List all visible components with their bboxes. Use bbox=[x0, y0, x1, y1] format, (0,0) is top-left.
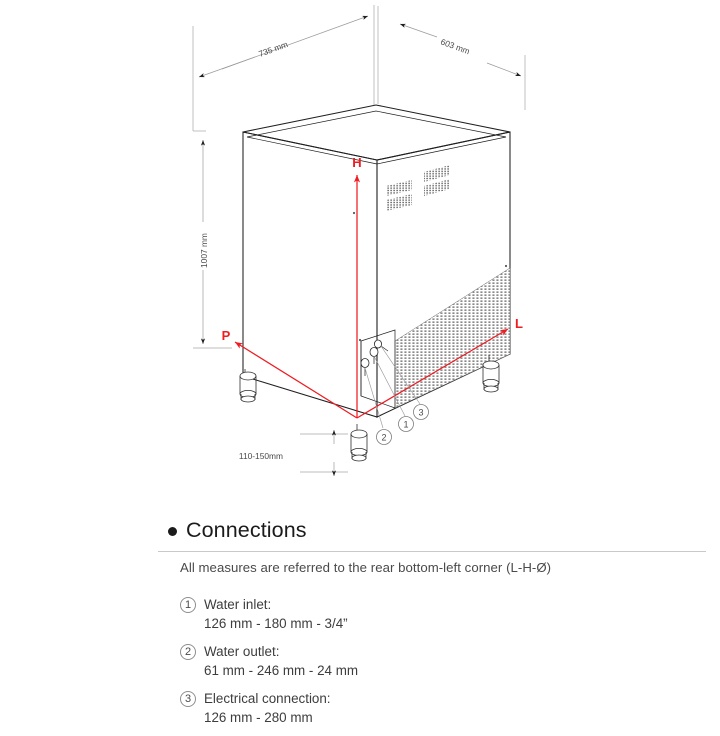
list-item bbox=[180, 689, 680, 727]
axis-label-p: P bbox=[221, 328, 231, 343]
dimension-depth-label: 603 mm bbox=[439, 36, 472, 57]
dimension-width-label: 735 mm bbox=[257, 39, 290, 59]
connections-section bbox=[0, 500, 720, 726]
dimension-width-735mm bbox=[193, 5, 374, 131]
bullet-icon bbox=[168, 527, 177, 536]
list-item-text-3 bbox=[204, 689, 331, 727]
foot-center bbox=[351, 424, 367, 461]
callout-marker-2: 2 bbox=[381, 432, 387, 443]
header-divider bbox=[158, 551, 706, 552]
list-item-text-2 bbox=[204, 642, 358, 680]
ice-machine-body bbox=[243, 105, 510, 417]
connection-label-2: Water outlet: bbox=[204, 644, 280, 660]
axis-label-h: H bbox=[352, 155, 362, 170]
connection-values-2: 61 mm - 246 mm - 24 mm bbox=[204, 663, 359, 679]
water-outlet-port bbox=[361, 359, 369, 377]
page-title: Connections bbox=[186, 518, 307, 542]
connection-label-1: Water inlet: bbox=[204, 597, 272, 612]
list-item-text-1 bbox=[204, 595, 348, 633]
dimension-depth-603mm bbox=[378, 6, 525, 110]
connections-panel bbox=[361, 330, 395, 408]
callout-marker-3: 3 bbox=[418, 407, 424, 418]
connections-list bbox=[180, 595, 680, 736]
connections-header bbox=[168, 520, 307, 542]
reference-axes bbox=[222, 155, 523, 418]
cabinet-top-face bbox=[243, 105, 510, 160]
foot-left bbox=[240, 369, 256, 402]
list-item bbox=[180, 595, 680, 633]
dimension-height-1007mm bbox=[193, 131, 232, 348]
dimension-foot-label: 110-150mm bbox=[238, 451, 283, 461]
axis-label-l: L bbox=[515, 316, 523, 331]
list-item-marker-2: 2 bbox=[180, 644, 196, 660]
connection-values-3: 126 mm - 280 mm bbox=[204, 710, 313, 726]
list-item-marker-1: 1 bbox=[180, 597, 196, 613]
connection-values-1: 126 mm - 180 mm - 3/4” bbox=[204, 616, 348, 632]
connection-label-3: Electrical connection: bbox=[204, 691, 331, 707]
list-item bbox=[180, 642, 680, 680]
dimension-height-label: 1007 mm bbox=[199, 233, 209, 268]
connections-subtitle: All measures are referred to the rear bottom-left corner (L-H-Ø) bbox=[180, 560, 552, 575]
dimension-foot-height bbox=[239, 430, 348, 476]
top-vent-louvers bbox=[386, 165, 450, 211]
axis-line-p bbox=[235, 342, 357, 418]
list-item-marker-3: 3 bbox=[180, 691, 196, 707]
callout-marker-1: 1 bbox=[403, 419, 409, 430]
